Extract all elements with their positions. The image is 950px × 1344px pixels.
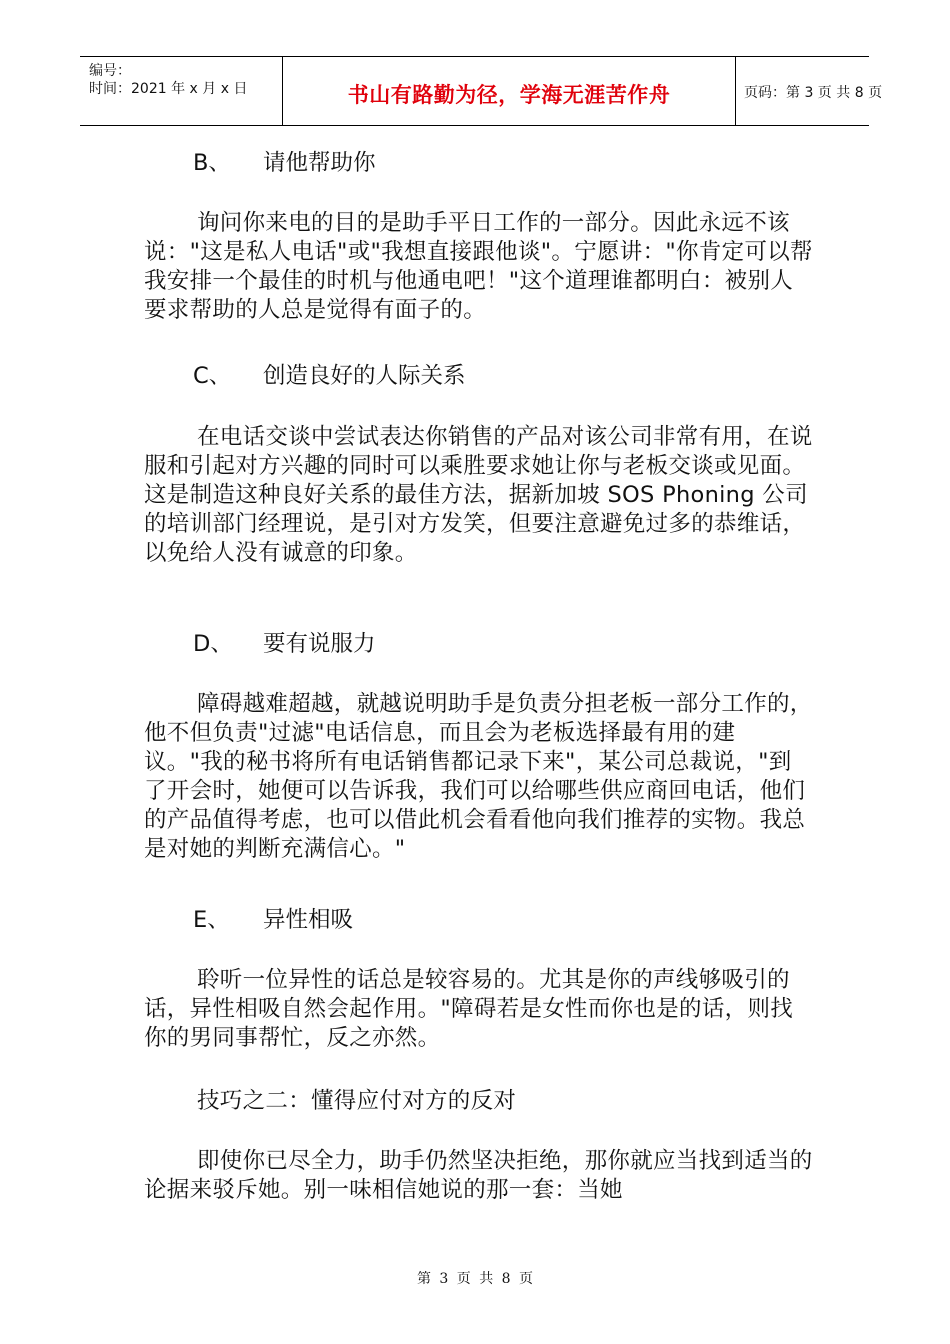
section-title: 异性相吸 [263, 907, 354, 933]
section-letter: B、 [193, 150, 231, 176]
header-page-cell [735, 57, 883, 125]
paragraph-b: 询问你来电的目的是助手平日工作的一部分。因此永远不该说："这是私人电话"或"我想直接跟他谈"。宁愿讲："你肯定可以帮我安排一个最佳的时机与他通电吧！"这个道理谁都明白：被别人要求帮助的人总是觉得有面子的。 [144, 210, 813, 323]
paragraph-d: 障碍越难超越，就越说明助手是负责分担老板一部分工作的，他不但负责"过滤"电话信息，而且会为老板选择最有用的建议。"我的秘书将所有电话销售都记录下来"，某公司总裁说，"到了开会时，她便可以告诉我，我们可以给哪些供应商回电话，他们的产品值得考虑，也可以借此机会看看他向我们推荐的实物。我总是对她的判断充满信心。" [144, 691, 813, 862]
section-heading-b [193, 149, 376, 178]
section-title: 请他帮助你 [263, 150, 376, 176]
section-title: 要有说服力 [263, 631, 376, 657]
section-letter: D、 [193, 631, 233, 657]
page-header [80, 56, 883, 126]
section-heading-e [193, 906, 353, 935]
header-meta-cell [80, 57, 282, 125]
header-motto-cell [282, 57, 736, 125]
header-motto: 书山有路勤为径，学海无涯苦作舟 [347, 82, 671, 107]
header-page-info: 页码：第 3 页 共 8 页 [744, 85, 883, 101]
document-date-label: 时间：2021 年 x 月 x 日 [89, 81, 248, 97]
paragraph-e: 聆听一位异性的话总是较容易的。尤其是你的声线够吸引的话，异性相吸自然会起作用。"障碍若是女性而你也是的话，则找你的男同事帮忙，反之亦然。 [144, 967, 794, 1051]
section-letter: E、 [193, 907, 230, 933]
section-title: 创造良好的人际关系 [263, 363, 466, 389]
section-heading-c [193, 362, 466, 391]
paragraph-tip2: 即使你已尽全力，助手仍然坚决拒绝，那你就应当找到适当的论据来驳斥她。别一味相信她说的那一套：当她 [144, 1148, 813, 1203]
document-number-label: 编号： [89, 63, 131, 79]
section-letter: C、 [193, 363, 232, 389]
section-heading-d [193, 630, 376, 659]
paragraph-c: 在电话交谈中尝试表达你销售的产品对该公司非常有用，在说服和引起对方兴趣的同时可以乘胜要求她让你与老板交谈或见面。这是制造这种良好关系的最佳方法，据新加坡 SOS Phoning 公司的培训部门经理说，是引对方发笑，但要注意避免过多的恭维话，以免给人没有诚意的印象。 [144, 424, 813, 566]
page-footer: 第 3 页 共 8 页 [416, 1271, 534, 1287]
tip2-heading: 技巧之二：懂得应付对方的反对 [197, 1088, 517, 1114]
